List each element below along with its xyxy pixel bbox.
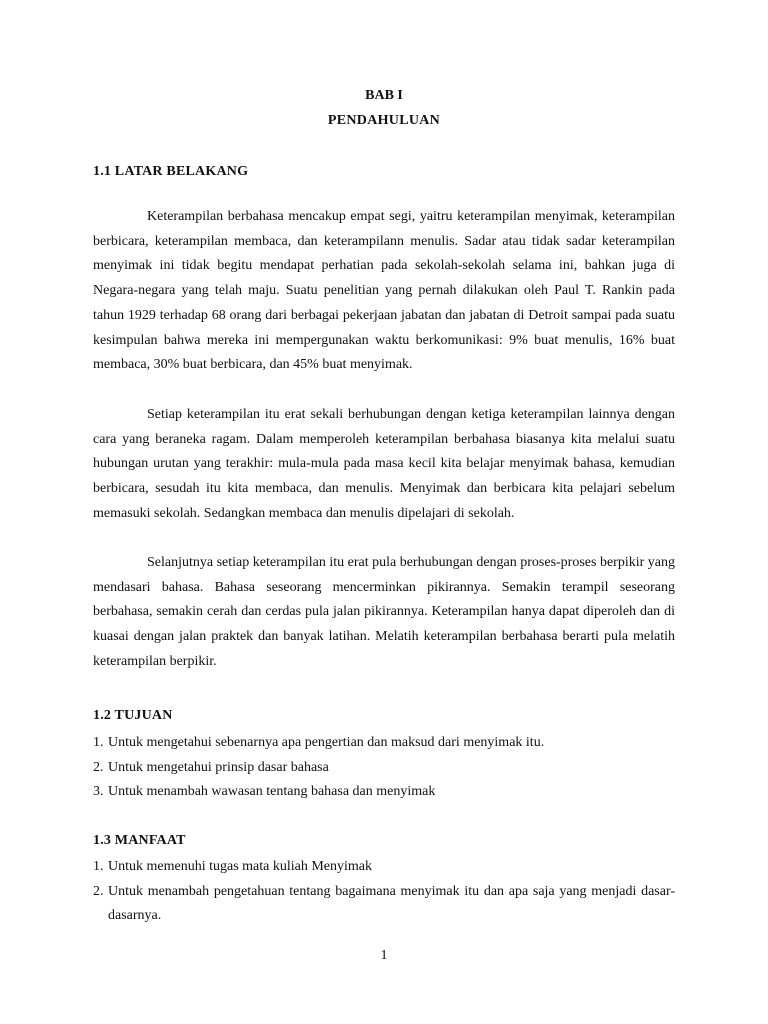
- list-item: [93, 731, 675, 756]
- paragraph-text: Selanjutnya setiap keterampilan itu erat pula berhubungan dengan proses-proses berpikir yang mendasari bahasa. Bahasa seseorang mencerminkan pikirannya. Semakin terampil seseorang berbahasa, semakin cerah dan cerdas pula jalan pikirannya. Keterampilan hanya dapat diperoleh dan di kuasai dengan jalan praktek dan banyak latihan. Melatih keterampilan berbahasa berarti pula melatih keterampilan berpikir.: [93, 555, 675, 669]
- paragraph: [93, 403, 675, 527]
- list-item-text: Untuk menambah pengetahuan tentang bagaimana menyimak itu dan apa saja yang menjadi dasar-dasarnya.: [108, 883, 675, 923]
- list-number: 1.: [93, 735, 104, 750]
- section-heading-latar-belakang: 1.1 LATAR BELAKANG: [93, 164, 249, 179]
- list-number: 1.: [93, 859, 104, 874]
- manfaat-list: [93, 855, 675, 929]
- section-heading-manfaat: 1.3 MANFAAT: [93, 833, 186, 848]
- chapter-label: BAB I: [365, 88, 403, 103]
- paragraph: [93, 551, 675, 675]
- list-item: [93, 880, 675, 929]
- list-item-text: Untuk mengetahui prinsip dasar bahasa: [108, 759, 329, 775]
- tujuan-list: [93, 731, 675, 805]
- list-item: [93, 780, 675, 805]
- list-number: 2.: [93, 883, 104, 899]
- page-number: 1: [380, 948, 388, 963]
- list-item-text: Untuk menambah wawasan tentang bahasa dan menyimak: [108, 784, 436, 799]
- paragraph-text: Keterampilan berbahasa mencakup empat segi, yaitru keterampilan menyimak, keterampilan berbicara, keterampilan membaca, dan keterampilann menulis. Sadar atau tidak sadar keterampilan menyimak ini tidak begitu mendapat perhatian pada sekolah-sekolah selama ini, bahkan juga di Negara-negara yang telah maju. Suatu penelitian yang pernah dilakukan oleh Paul T. Rankin pada tahun 1929 terhadap 68 orang dari berbagai pekerjaan jabatan dan jabatan di Detroit sampai pada suatu kesimpulan bahwa mereka ini mempergunakan waktu berkomunikasi: 9% buat menulis, 16% buat membaca, 30% buat berbicara, dan 45% buat menyimak.: [93, 209, 675, 373]
- paragraph: [93, 205, 675, 378]
- list-item-text: Untuk memenuhi tugas mata kuliah Menyimak: [108, 859, 373, 874]
- list-item: [93, 756, 675, 781]
- list-number: 3.: [93, 784, 104, 799]
- chapter-title: PENDAHULUAN: [327, 113, 441, 128]
- list-item-text: Untuk mengetahui sebenarnya apa pengertian dan maksud dari menyimak itu.: [108, 735, 545, 750]
- paragraph-text: Setiap keterampilan itu erat sekali berhubungan dengan ketiga keterampilan lainnya dengan cara yang beraneka ragam. Dalam memperoleh keterampilan berbahasa biasanya kita melalui suatu hubungan urutan yang terakhir: mula-mula pada masa kecil kita belajar menyimak bahasa, kemudian berbicara, sesudah itu kita membaca, dan menulis. Menyimak dan berbicara kita pelajari sebelum memasuki sekolah. Sedangkan membaca dan menulis dipelajari di sekolah.: [93, 407, 675, 521]
- list-number: 2.: [93, 759, 104, 775]
- section-heading-tujuan: 1.2 TUJUAN: [93, 708, 173, 723]
- list-item: [93, 855, 675, 880]
